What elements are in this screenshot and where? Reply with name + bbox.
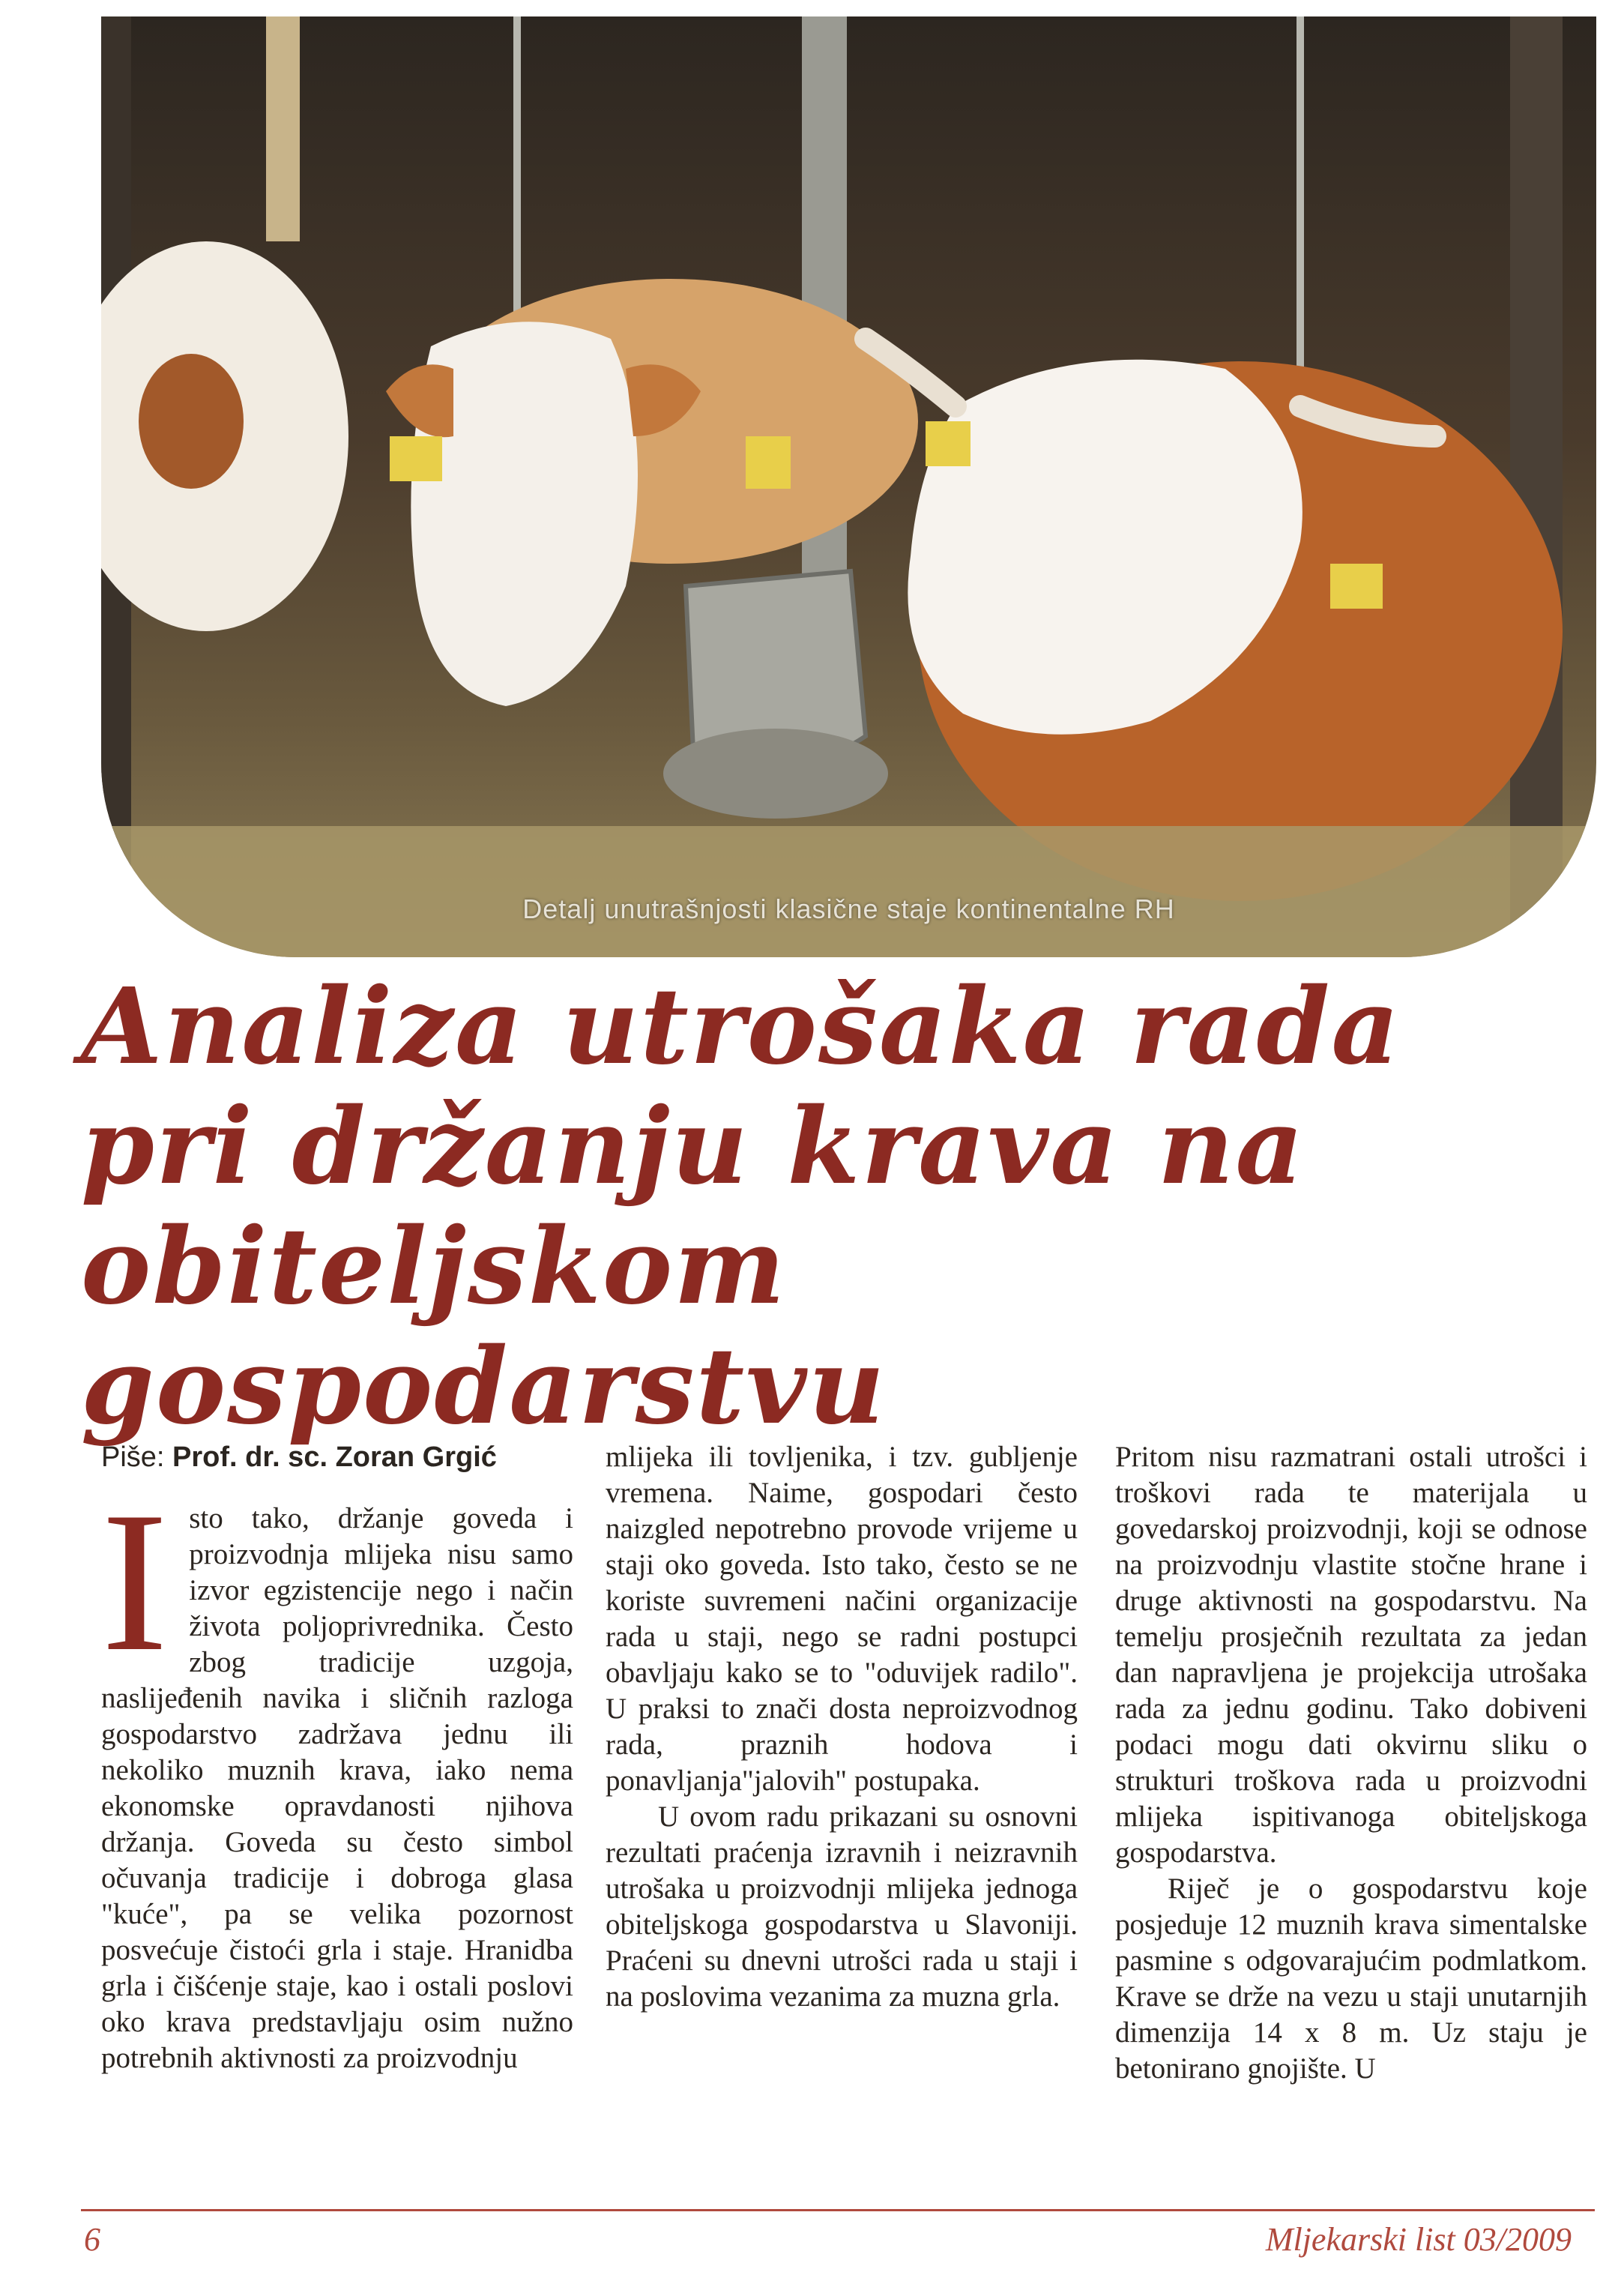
- intro-text: sto tako, držanje goveda i proizvodnja mlijeka nisu samo izvor egzistencije nego i način života poljoprivrednika. Često zbog tradicije uzgoja, naslijeđenih navika i sličnih razloga gospodarstvo zadržava jednu ili nekoliko muznih krava, iako nema ekonomske opravdanosti njihova držanja. Goveda su često simbol očuvanja tradicije i dobroga glasa "kuće", pa se velika pozornost posvećuje čistoći grla i staje. Hranidba grla i čišćenje staje, kao i ostali poslovi oko krava predstavljaju osim nužno potrebnih aktivnosti za proizvodnju: [101, 1502, 573, 2074]
- footer-rule: [81, 2209, 1595, 2211]
- text-column-1: [101, 1439, 573, 2076]
- text-column-3: [1115, 1439, 1587, 2087]
- col3-paragraph-2: Riječ je o gospodarstvu koje posjeduje 12 muznih krava simentalske pasmine s odgovarajućim podmlatkom. Krave se drže na vezu u staji unutarnjih dimenzija 14 x 8 m. Uz staju je betonirano gnojište. U: [1115, 1872, 1587, 2085]
- byline-author: Prof. dr. sc. Zoran Grgić: [172, 1441, 497, 1473]
- title-line-3: obiteljskom gospodarstvu: [81, 1205, 887, 1448]
- col2-paragraph-1: mlijeka ili tovljenika, i tzv. gubljenje vremena. Naime, gospodari često naizgled nepotrebno provode vrijeme u staji oko goveda. Isto tako, često se ne koriste suvremeni načini organizacije rada u staji, nego se radni postupci obavljaju kako se to "oduvijek radilo". U praksi to znači dosta neproizvodnog rada, praznih hodova i ponavljanja"jalovih" postupaka.: [606, 1441, 1078, 1797]
- col2-paragraph-2: U ovom radu prikazani su osnovni rezultati praćenja izravnih i neizravnih utrošaka u proizvodnji mlijeka jednoga obiteljskoga gospodarstva u Slavoniji. Praćeni su dnevni utrošci rada u staji i na poslovima vezanima za muzna grla.: [606, 1801, 1078, 2013]
- cover-photo: [101, 16, 1596, 957]
- page-number: 6: [84, 2221, 100, 2258]
- article-title: [81, 967, 1610, 1447]
- journal-name: Mljekarski list 03/2009: [1265, 2221, 1572, 2258]
- byline-label: Piše:: [101, 1441, 165, 1473]
- title-line-1: Analiza utrošaka rada: [81, 965, 1401, 1088]
- cows-illustration: [101, 16, 1596, 957]
- title-line-2: pri držanju krava na: [81, 1085, 1305, 1208]
- drop-cap: I: [101, 1470, 169, 1693]
- byline: [101, 1439, 573, 1475]
- col3-paragraph-1: Pritom nisu razmatrani ostali utrošci i troškovi rada te materijala u govedarskoj proizvodnji, koji se odnose na proizvodnju vlastite stočne hrane i druge aktivnosti na gospodarstvu. Na temelju prosječnih rezultata za jedan dan napravljena je projekcija utrošaka rada za jednu godinu. Tako dobiveni podaci mogu dati okvirnu sliku o strukturi troškova rada u proizvodni mlijeka ispitivanoga obiteljskoga gospodarstva.: [1115, 1441, 1587, 1869]
- intro-paragraph: [101, 1470, 573, 2076]
- photo-caption: Detalj unutrašnjosti klasične staje kontinentalne RH: [522, 894, 1175, 924]
- text-column-2: [606, 1439, 1078, 2015]
